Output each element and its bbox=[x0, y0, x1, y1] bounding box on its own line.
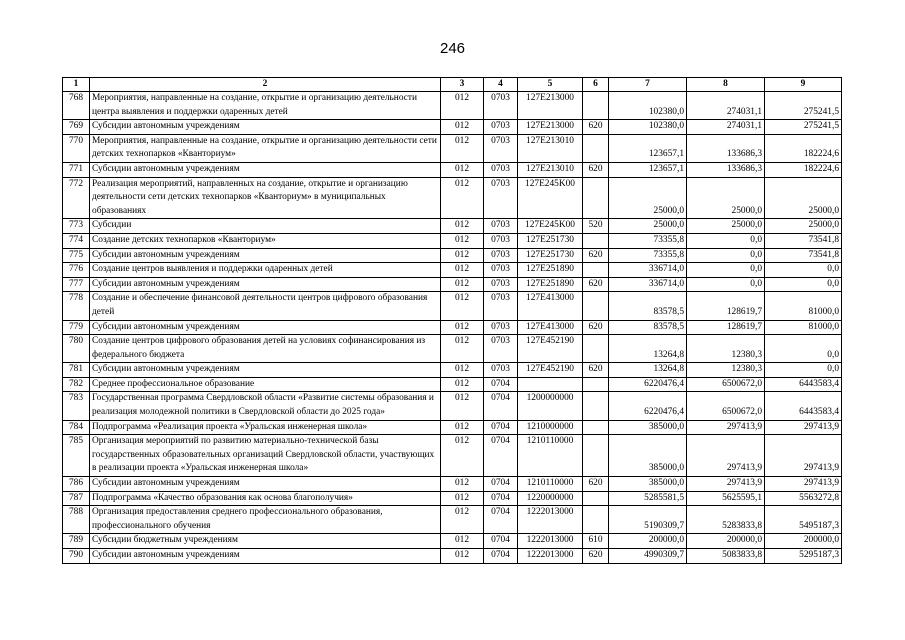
target-article-cell: 1222013000 bbox=[518, 549, 583, 564]
amount-year2-cell: 0,0 bbox=[687, 277, 765, 292]
ministry-code-cell: 012 bbox=[441, 277, 484, 292]
row-number-cell: 768 bbox=[63, 92, 90, 120]
target-article-cell: 1222013000 bbox=[518, 534, 583, 549]
amount-year1-cell: 6220476,4 bbox=[609, 377, 687, 392]
ministry-code-cell: 012 bbox=[441, 120, 484, 135]
amount-year3-cell: 0,0 bbox=[765, 335, 842, 363]
section-code-cell: 0703 bbox=[484, 134, 518, 162]
amount-year1-cell: 73355,8 bbox=[609, 248, 687, 263]
budget-table bbox=[62, 77, 842, 564]
expense-type-cell: 620 bbox=[583, 363, 609, 378]
target-article-cell: 127E251890 bbox=[518, 263, 583, 278]
amount-year2-cell: 5625595,1 bbox=[687, 491, 765, 506]
item-name-cell: Создание детских технопарков «Кванториум» bbox=[90, 233, 441, 248]
amount-year3-cell: 297413,9 bbox=[765, 435, 842, 477]
amount-year1-cell: 13264,8 bbox=[609, 335, 687, 363]
expense-type-cell: 620 bbox=[583, 277, 609, 292]
ministry-code-cell: 012 bbox=[441, 491, 484, 506]
row-number-cell: 788 bbox=[63, 506, 90, 534]
amount-year1-cell: 13264,8 bbox=[609, 363, 687, 378]
ministry-code-cell: 012 bbox=[441, 477, 484, 492]
ministry-code-cell: 012 bbox=[441, 392, 484, 420]
ministry-code-cell: 012 bbox=[441, 335, 484, 363]
item-name-cell: Субсидии автономным учреждениям bbox=[90, 162, 441, 177]
expense-type-cell: 620 bbox=[583, 320, 609, 335]
item-name-cell: Организация мероприятий по развитию материально-технической базы государственных образовательных организаций Свердловской области, участвующих в реализации проекта «Уральская инженерная школа» bbox=[90, 435, 441, 477]
target-article-cell: 1200000000 bbox=[518, 392, 583, 420]
section-code-cell: 0703 bbox=[484, 263, 518, 278]
item-name-cell: Подпрограмма «Качество образования как основа благополучия» bbox=[90, 491, 441, 506]
target-article-cell bbox=[518, 377, 583, 392]
amount-year3-cell: 5563272,8 bbox=[765, 491, 842, 506]
table-row bbox=[63, 92, 842, 120]
expense-type-cell: 520 bbox=[583, 219, 609, 234]
expense-type-cell bbox=[583, 392, 609, 420]
ministry-code-cell: 012 bbox=[441, 435, 484, 477]
expense-type-cell: 620 bbox=[583, 120, 609, 135]
section-code-cell: 0703 bbox=[484, 120, 518, 135]
table-row bbox=[63, 435, 842, 477]
table-row bbox=[63, 248, 842, 263]
ministry-code-cell: 012 bbox=[441, 248, 484, 263]
table-row bbox=[63, 491, 842, 506]
item-name-cell: Субсидии автономным учреждениям bbox=[90, 320, 441, 335]
column-header: 9 bbox=[765, 78, 842, 92]
amount-year2-cell: 6500672,0 bbox=[687, 377, 765, 392]
amount-year3-cell: 275241,5 bbox=[765, 120, 842, 135]
expense-type-cell: 620 bbox=[583, 549, 609, 564]
expense-type-cell: 620 bbox=[583, 477, 609, 492]
amount-year1-cell: 385000,0 bbox=[609, 477, 687, 492]
amount-year3-cell: 5495187,3 bbox=[765, 506, 842, 534]
amount-year3-cell: 81000,0 bbox=[765, 292, 842, 320]
amount-year1-cell: 123657,1 bbox=[609, 134, 687, 162]
amount-year1-cell: 25000,0 bbox=[609, 177, 687, 219]
row-number-cell: 776 bbox=[63, 263, 90, 278]
expense-type-cell bbox=[583, 177, 609, 219]
amount-year3-cell: 275241,5 bbox=[765, 92, 842, 120]
section-code-cell: 0703 bbox=[484, 233, 518, 248]
target-article-cell: 127E213000 bbox=[518, 120, 583, 135]
table-row bbox=[63, 134, 842, 162]
table-row bbox=[63, 292, 842, 320]
expense-type-cell bbox=[583, 134, 609, 162]
section-code-cell: 0703 bbox=[484, 219, 518, 234]
ministry-code-cell: 012 bbox=[441, 177, 484, 219]
target-article-cell: 1210110000 bbox=[518, 477, 583, 492]
table-row bbox=[63, 263, 842, 278]
amount-year3-cell: 0,0 bbox=[765, 277, 842, 292]
table-row bbox=[63, 219, 842, 234]
amount-year2-cell: 0,0 bbox=[687, 233, 765, 248]
item-name-cell: Субсидии бюджетным учреждениям bbox=[90, 534, 441, 549]
amount-year2-cell: 12380,3 bbox=[687, 335, 765, 363]
amount-year3-cell: 81000,0 bbox=[765, 320, 842, 335]
column-header: 7 bbox=[609, 78, 687, 92]
column-header: 5 bbox=[518, 78, 583, 92]
amount-year2-cell: 200000,0 bbox=[687, 534, 765, 549]
ministry-code-cell: 012 bbox=[441, 320, 484, 335]
amount-year2-cell: 133686,3 bbox=[687, 134, 765, 162]
amount-year3-cell: 73541,8 bbox=[765, 233, 842, 248]
amount-year1-cell: 336714,0 bbox=[609, 277, 687, 292]
row-number-cell: 782 bbox=[63, 377, 90, 392]
amount-year1-cell: 385000,0 bbox=[609, 420, 687, 435]
item-name-cell: Субсидии автономным учреждениям bbox=[90, 120, 441, 135]
section-code-cell: 0703 bbox=[484, 162, 518, 177]
table-row bbox=[63, 534, 842, 549]
item-name-cell: Субсидии автономным учреждениям bbox=[90, 477, 441, 492]
section-code-cell: 0704 bbox=[484, 491, 518, 506]
section-code-cell: 0704 bbox=[484, 377, 518, 392]
row-number-cell: 785 bbox=[63, 435, 90, 477]
table-row bbox=[63, 277, 842, 292]
ministry-code-cell: 012 bbox=[441, 233, 484, 248]
ministry-code-cell: 012 bbox=[441, 219, 484, 234]
target-article-cell: 127E213010 bbox=[518, 134, 583, 162]
ministry-code-cell: 012 bbox=[441, 420, 484, 435]
section-code-cell: 0703 bbox=[484, 177, 518, 219]
amount-year2-cell: 274031,1 bbox=[687, 120, 765, 135]
section-code-cell: 0703 bbox=[484, 92, 518, 120]
row-number-cell: 783 bbox=[63, 392, 90, 420]
row-number-cell: 778 bbox=[63, 292, 90, 320]
table-row bbox=[63, 363, 842, 378]
target-article-cell: 1210110000 bbox=[518, 435, 583, 477]
amount-year2-cell: 297413,9 bbox=[687, 420, 765, 435]
amount-year1-cell: 123657,1 bbox=[609, 162, 687, 177]
amount-year3-cell: 297413,9 bbox=[765, 477, 842, 492]
amount-year1-cell: 5285581,5 bbox=[609, 491, 687, 506]
expense-type-cell bbox=[583, 420, 609, 435]
amount-year2-cell: 25000,0 bbox=[687, 219, 765, 234]
target-article-cell: 127E245K00 bbox=[518, 219, 583, 234]
amount-year1-cell: 336714,0 bbox=[609, 263, 687, 278]
expense-type-cell bbox=[583, 506, 609, 534]
row-number-cell: 784 bbox=[63, 420, 90, 435]
expense-type-cell bbox=[583, 92, 609, 120]
amount-year1-cell: 83578,5 bbox=[609, 292, 687, 320]
amount-year1-cell: 4990309,7 bbox=[609, 549, 687, 564]
target-article-cell: 127E452190 bbox=[518, 335, 583, 363]
target-article-cell: 127E251730 bbox=[518, 248, 583, 263]
amount-year2-cell: 297413,9 bbox=[687, 477, 765, 492]
amount-year1-cell: 5190309,7 bbox=[609, 506, 687, 534]
ministry-code-cell: 012 bbox=[441, 134, 484, 162]
item-name-cell: Субсидии автономным учреждениям bbox=[90, 277, 441, 292]
amount-year2-cell: 6500672,0 bbox=[687, 392, 765, 420]
row-number-cell: 774 bbox=[63, 233, 90, 248]
ministry-code-cell: 012 bbox=[441, 92, 484, 120]
column-header: 4 bbox=[484, 78, 518, 92]
column-header: 3 bbox=[441, 78, 484, 92]
column-header: 1 bbox=[63, 78, 90, 92]
expense-type-cell bbox=[583, 435, 609, 477]
target-article-cell: 127E413000 bbox=[518, 292, 583, 320]
target-article-cell: 127E413000 bbox=[518, 320, 583, 335]
amount-year1-cell: 102380,0 bbox=[609, 120, 687, 135]
row-number-cell: 773 bbox=[63, 219, 90, 234]
amount-year2-cell: 5283833,8 bbox=[687, 506, 765, 534]
row-number-cell: 771 bbox=[63, 162, 90, 177]
item-name-cell: Мероприятия, направленные на создание, открытие и организацию деятельности центра выявления и поддержки одаренных детей bbox=[90, 92, 441, 120]
column-header: 6 bbox=[583, 78, 609, 92]
section-code-cell: 0704 bbox=[484, 392, 518, 420]
target-article-cell: 127E213010 bbox=[518, 162, 583, 177]
amount-year1-cell: 25000,0 bbox=[609, 219, 687, 234]
row-number-cell: 770 bbox=[63, 134, 90, 162]
item-name-cell: Реализация мероприятий, направленных на создание, открытие и организацию деятельности сети детских технопарков «Кванториум» в муниципальных образованиях bbox=[90, 177, 441, 219]
expense-type-cell: 610 bbox=[583, 534, 609, 549]
section-code-cell: 0704 bbox=[484, 477, 518, 492]
row-number-cell: 780 bbox=[63, 335, 90, 363]
amount-year1-cell: 83578,5 bbox=[609, 320, 687, 335]
amount-year2-cell: 25000,0 bbox=[687, 177, 765, 219]
target-article-cell: 127E213000 bbox=[518, 92, 583, 120]
row-number-cell: 769 bbox=[63, 120, 90, 135]
table-row bbox=[63, 320, 842, 335]
amount-year2-cell: 0,0 bbox=[687, 248, 765, 263]
amount-year1-cell: 200000,0 bbox=[609, 534, 687, 549]
amount-year2-cell: 133686,3 bbox=[687, 162, 765, 177]
row-number-cell: 775 bbox=[63, 248, 90, 263]
amount-year1-cell: 73355,8 bbox=[609, 233, 687, 248]
item-name-cell: Субсидии автономным учреждениям bbox=[90, 363, 441, 378]
table-header-row bbox=[63, 78, 842, 92]
row-number-cell: 777 bbox=[63, 277, 90, 292]
row-number-cell: 772 bbox=[63, 177, 90, 219]
amount-year3-cell: 25000,0 bbox=[765, 177, 842, 219]
amount-year3-cell: 182224,6 bbox=[765, 162, 842, 177]
ministry-code-cell: 012 bbox=[441, 162, 484, 177]
row-number-cell: 790 bbox=[63, 549, 90, 564]
expense-type-cell bbox=[583, 491, 609, 506]
section-code-cell: 0703 bbox=[484, 277, 518, 292]
page-number: 246 bbox=[439, 40, 466, 57]
table-row bbox=[63, 120, 842, 135]
section-code-cell: 0703 bbox=[484, 363, 518, 378]
target-article-cell: 1222013000 bbox=[518, 506, 583, 534]
table-row bbox=[63, 233, 842, 248]
section-code-cell: 0704 bbox=[484, 506, 518, 534]
section-code-cell: 0704 bbox=[484, 534, 518, 549]
table-body bbox=[63, 92, 842, 564]
expense-type-cell bbox=[583, 263, 609, 278]
amount-year2-cell: 0,0 bbox=[687, 263, 765, 278]
column-header: 2 bbox=[90, 78, 441, 92]
target-article-cell: 1210000000 bbox=[518, 420, 583, 435]
ministry-code-cell: 012 bbox=[441, 549, 484, 564]
section-code-cell: 0703 bbox=[484, 335, 518, 363]
table-row bbox=[63, 392, 842, 420]
ministry-code-cell: 012 bbox=[441, 534, 484, 549]
amount-year3-cell: 0,0 bbox=[765, 263, 842, 278]
amount-year1-cell: 102380,0 bbox=[609, 92, 687, 120]
target-article-cell: 127E245K00 bbox=[518, 177, 583, 219]
ministry-code-cell: 012 bbox=[441, 292, 484, 320]
amount-year2-cell: 12380,3 bbox=[687, 363, 765, 378]
item-name-cell: Мероприятия, направленные на создание, открытие и организацию деятельности сети детских технопарков «Кванториум» bbox=[90, 134, 441, 162]
section-code-cell: 0704 bbox=[484, 549, 518, 564]
item-name-cell: Среднее профессиональное образование bbox=[90, 377, 441, 392]
ministry-code-cell: 012 bbox=[441, 263, 484, 278]
expense-type-cell: 620 bbox=[583, 162, 609, 177]
expense-type-cell bbox=[583, 335, 609, 363]
row-number-cell: 786 bbox=[63, 477, 90, 492]
item-name-cell: Субсидии bbox=[90, 219, 441, 234]
amount-year1-cell: 385000,0 bbox=[609, 435, 687, 477]
target-article-cell: 127E452190 bbox=[518, 363, 583, 378]
amount-year3-cell: 6443583,4 bbox=[765, 392, 842, 420]
section-code-cell: 0704 bbox=[484, 435, 518, 477]
amount-year2-cell: 274031,1 bbox=[687, 92, 765, 120]
item-name-cell: Государственная программа Свердловской области «Развитие системы образования и реализация молодежной политики в Свердловской области до 2025 года» bbox=[90, 392, 441, 420]
amount-year3-cell: 25000,0 bbox=[765, 219, 842, 234]
table-row bbox=[63, 377, 842, 392]
amount-year3-cell: 6443583,4 bbox=[765, 377, 842, 392]
section-code-cell: 0703 bbox=[484, 320, 518, 335]
expense-type-cell bbox=[583, 233, 609, 248]
amount-year2-cell: 297413,9 bbox=[687, 435, 765, 477]
ministry-code-cell: 012 bbox=[441, 506, 484, 534]
table-row bbox=[63, 420, 842, 435]
amount-year3-cell: 200000,0 bbox=[765, 534, 842, 549]
row-number-cell: 789 bbox=[63, 534, 90, 549]
row-number-cell: 787 bbox=[63, 491, 90, 506]
table-row bbox=[63, 477, 842, 492]
amount-year3-cell: 182224,6 bbox=[765, 134, 842, 162]
item-name-cell: Организация предоставления среднего профессионального образования, профессионального обучения bbox=[90, 506, 441, 534]
expense-type-cell bbox=[583, 377, 609, 392]
target-article-cell: 1220000000 bbox=[518, 491, 583, 506]
amount-year3-cell: 0,0 bbox=[765, 363, 842, 378]
item-name-cell: Создание центров выявления и поддержки одаренных детей bbox=[90, 263, 441, 278]
table-row bbox=[63, 162, 842, 177]
table-row bbox=[63, 549, 842, 564]
row-number-cell: 781 bbox=[63, 363, 90, 378]
amount-year2-cell: 5083833,8 bbox=[687, 549, 765, 564]
expense-type-cell bbox=[583, 292, 609, 320]
section-code-cell: 0704 bbox=[484, 420, 518, 435]
section-code-cell: 0703 bbox=[484, 248, 518, 263]
item-name-cell: Создание и обеспечение финансовой деятельности центров цифрового образования детей bbox=[90, 292, 441, 320]
amount-year2-cell: 128619,7 bbox=[687, 292, 765, 320]
amount-year1-cell: 6220476,4 bbox=[609, 392, 687, 420]
ministry-code-cell: 012 bbox=[441, 377, 484, 392]
amount-year3-cell: 73541,8 bbox=[765, 248, 842, 263]
row-number-cell: 779 bbox=[63, 320, 90, 335]
item-name-cell: Подпрограмма «Реализация проекта «Уральская инженерная школа» bbox=[90, 420, 441, 435]
item-name-cell: Субсидии автономным учреждениям bbox=[90, 248, 441, 263]
table-row bbox=[63, 335, 842, 363]
amount-year3-cell: 297413,9 bbox=[765, 420, 842, 435]
target-article-cell: 127E251730 bbox=[518, 233, 583, 248]
section-code-cell: 0703 bbox=[484, 292, 518, 320]
table-row bbox=[63, 177, 842, 219]
amount-year3-cell: 5295187,3 bbox=[765, 549, 842, 564]
table-row bbox=[63, 506, 842, 534]
item-name-cell: Субсидии автономным учреждениям bbox=[90, 549, 441, 564]
item-name-cell: Создание центров цифрового образования детей на условиях софинансирования из федерального бюджета bbox=[90, 335, 441, 363]
amount-year2-cell: 128619,7 bbox=[687, 320, 765, 335]
expense-type-cell: 620 bbox=[583, 248, 609, 263]
column-header: 8 bbox=[687, 78, 765, 92]
target-article-cell: 127E251890 bbox=[518, 277, 583, 292]
ministry-code-cell: 012 bbox=[441, 363, 484, 378]
